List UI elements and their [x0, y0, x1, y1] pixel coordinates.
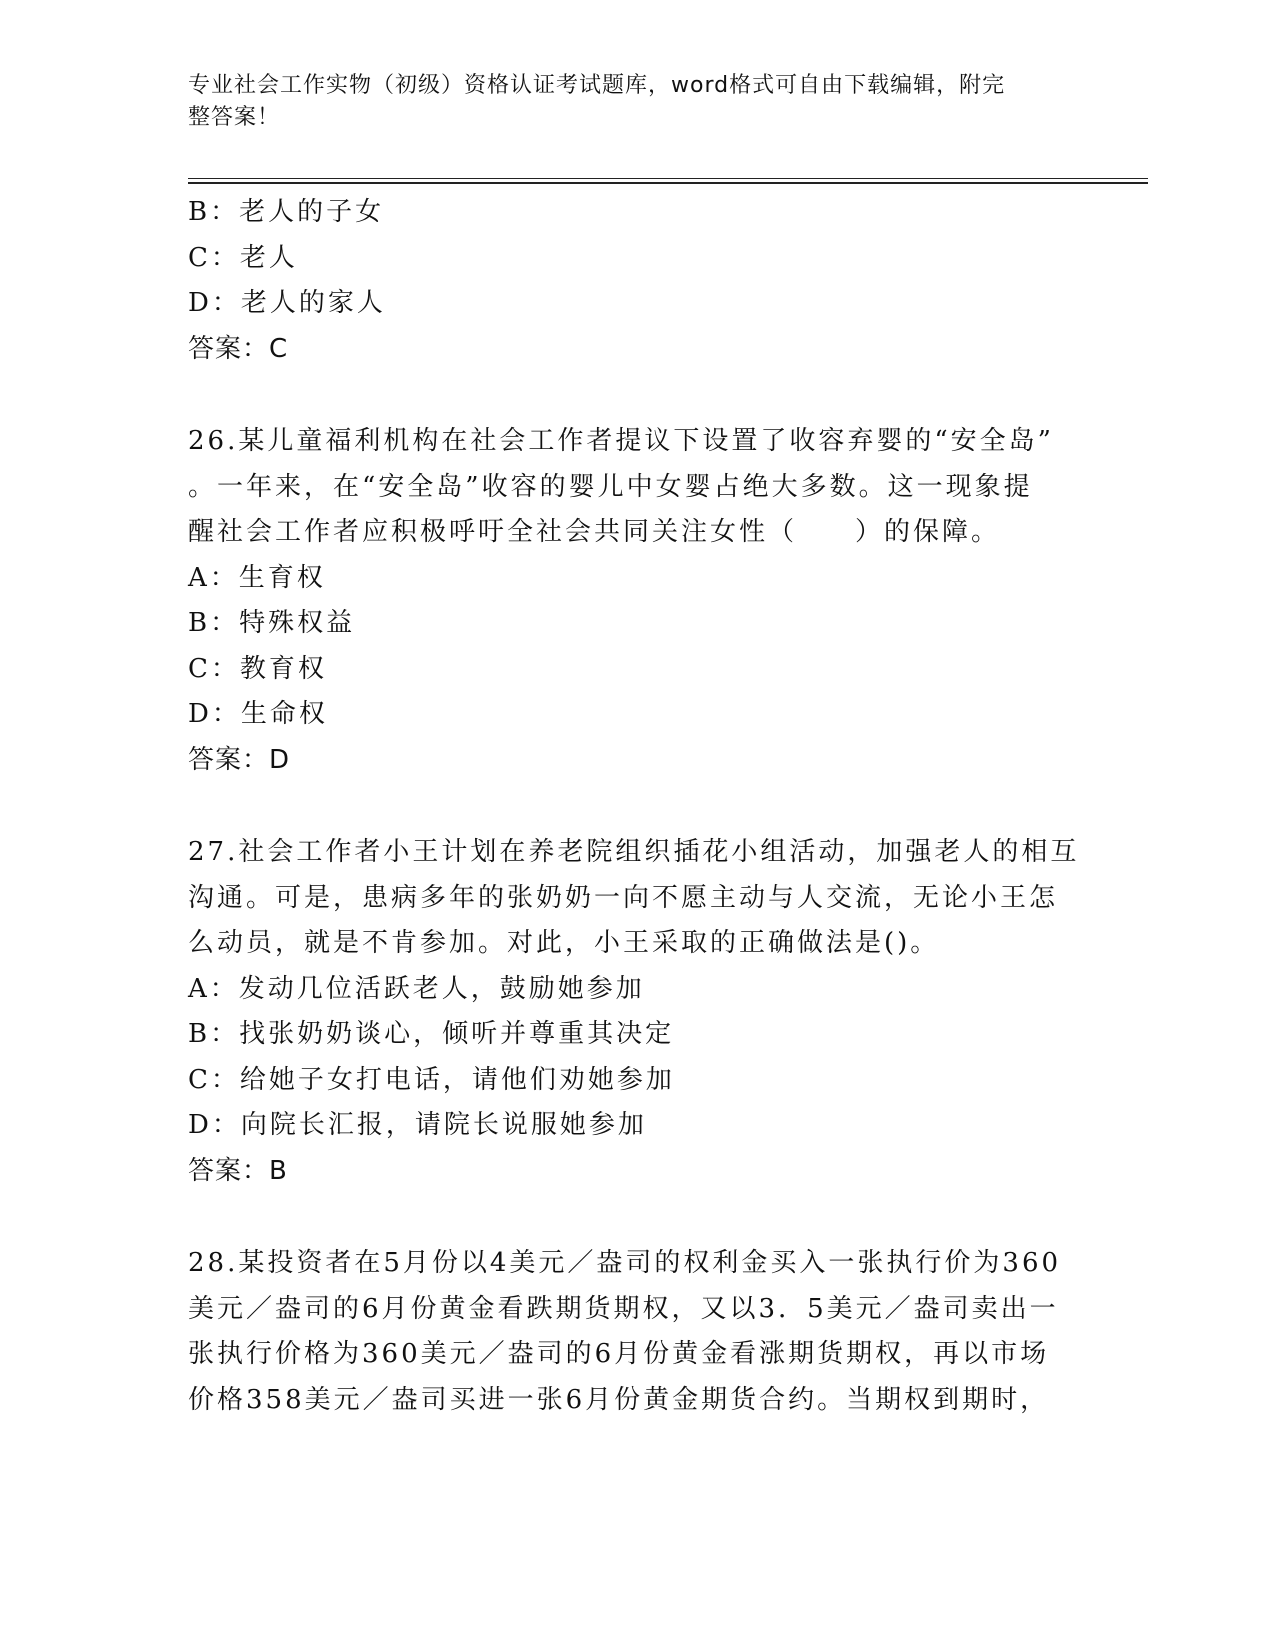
answer-line: 答案：D — [188, 744, 291, 775]
option-d: D：老人的家人 — [188, 288, 386, 318]
option-c: C：教育权 — [188, 653, 327, 684]
question-26 — [188, 419, 1088, 783]
stem-line: 28.某投资者在5月份以4美元／盎司的权利金买入一张执行价为360 — [188, 1248, 1062, 1278]
question-stem — [188, 419, 1078, 556]
spacer — [188, 1194, 1088, 1241]
option-c: C：老人 — [188, 242, 298, 273]
answer-line: 答案：B — [188, 1155, 288, 1186]
stem-line: 。一年来，在“安全岛”收容的婴儿中女婴占绝大多数。这一现象提 — [188, 471, 1033, 502]
question-27 — [188, 830, 1088, 1194]
answer-line: 答案：C — [188, 333, 289, 364]
option-a: A：生育权 — [188, 562, 326, 593]
spacer — [188, 783, 1088, 830]
option-b: B：老人的子女 — [188, 197, 385, 227]
header-divider-thick — [188, 182, 1148, 184]
spacer — [188, 372, 1088, 419]
question-stem — [188, 1241, 1078, 1423]
document-header — [188, 70, 1068, 134]
question-list — [188, 190, 1088, 1423]
question-25 — [188, 190, 1088, 372]
stem-line: 26.某儿童福利机构在社会工作者提议下设置了收容弃婴的“安全岛” — [188, 426, 1054, 456]
stem-line: 张执行价格为360美元／盎司的6月份黄金看涨期货期权，再以市场 — [188, 1339, 1050, 1369]
option-a: A：发动几位活跃老人，鼓励她参加 — [188, 973, 645, 1004]
stem-line: 美元／盎司的6月份黄金看跌期货期权，又以3．5美元／盎司卖出一 — [188, 1293, 1059, 1324]
header-line-2: 整答案！ — [188, 105, 281, 130]
question-stem — [188, 830, 1078, 967]
stem-line: 27.社会工作者小王计划在养老院组织插花小组活动，加强老人的相互 — [188, 837, 1080, 867]
stem-line: 价格358美元／盎司买进一张6月份黄金期货合约。当期权到期时， — [188, 1384, 1050, 1415]
option-d: D：生命权 — [188, 699, 328, 729]
option-c: C：给她子女打电话，请他们劝她参加 — [188, 1064, 675, 1095]
stem-line: 醒社会工作者应积极呼吁全社会共同关注女性（ ）的保障。 — [188, 517, 1001, 547]
header-divider-thin — [188, 178, 1148, 179]
option-b: B：找张奶奶谈心，倾听并尊重其决定 — [188, 1019, 675, 1049]
header-line-1: 专业社会工作实物（初级）资格认证考试题库，word格式可自由下载编辑，附完 — [188, 73, 1006, 98]
option-b: B：特殊权益 — [188, 608, 356, 638]
option-d: D：向院长汇报，请院长说服她参加 — [188, 1110, 647, 1140]
stem-line: 么动员，就是不肯参加。对此，小王采取的正确做法是()。 — [188, 928, 940, 958]
question-28 — [188, 1241, 1088, 1423]
stem-line: 沟通。可是，患病多年的张奶奶一向不愿主动与人交流，无论小王怎 — [188, 882, 1059, 913]
